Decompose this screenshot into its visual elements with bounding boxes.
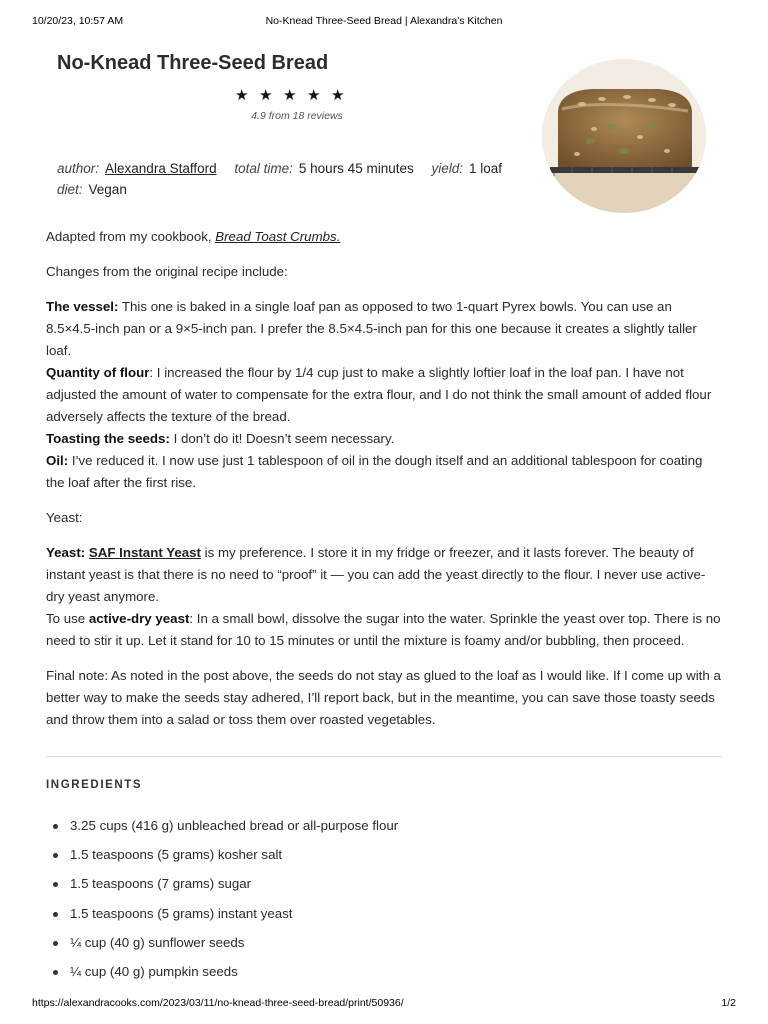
changes-intro: Changes from the original recipe include:	[46, 264, 288, 279]
yeast-text: is my preference. I store it in my fridge or freezer, and it lasts forever. The beauty of instant yeast is that there is no need to “proof” it — you can add the yeast directly to the flour. I never use active-dry yeast anymore.	[46, 545, 706, 604]
star-icon[interactable]: ★	[307, 87, 330, 104]
star-icon[interactable]: ★	[283, 87, 306, 104]
recipe-photo	[542, 59, 706, 213]
ingredient-item: ¼ cup (40 g) sunflower seeds	[46, 932, 398, 961]
section-divider	[46, 756, 722, 757]
vessel-text: This one is baked in a single loaf pan as opposed to two 1-quart Pyrex bowls. You can use an 8.5×4.5-inch pan or a 9×5-inch pan. I prefer the 8.5×4.5-inch pan for this one because it creates a slightly taller loaf.	[46, 299, 697, 358]
page-number: 1/2	[721, 997, 736, 1009]
final-note: Final note: As noted in the post above, the seeds do not stay as glued to the loaf as I would like. If I come up with a better way to make the seeds stay adhered, I’ll report back, but in the meantime, you can save those toasty seeds and throw them into a salad or toss them over roasted vegetables.	[46, 668, 721, 727]
total-time-label: total time:	[234, 161, 293, 176]
flour-label: Quantity of flour	[46, 365, 150, 380]
oil-label: Oil:	[46, 453, 69, 468]
recipe-title: No-Knead Three-Seed Bread	[57, 52, 329, 74]
ingredient-item: 3.25 cups (416 g) unbleached bread or all-purpose flour	[46, 815, 398, 844]
flour-text: : I increased the flour by 1/4 cup just to make a slightly loftier loaf in the loaf pan. I have not adjusted the amount of water to compensate for the extra flour, and I do not think the small amount of added flour adversely affects the texture of the bread.	[46, 365, 712, 424]
diet-value: Vegan	[88, 182, 127, 197]
vessel-label: The vessel:	[46, 299, 119, 314]
rating-stars[interactable]	[235, 86, 355, 104]
recipe-notes	[46, 226, 722, 744]
activedry-label: active-dry yeast	[88, 611, 190, 626]
toasting-label: Toasting the seeds:	[46, 431, 170, 446]
toasting-text: I don’t do it! Doesn’t seem necessary.	[169, 431, 395, 446]
recipe-meta	[57, 158, 527, 200]
author-link[interactable]: Alexandra Stafford	[105, 161, 217, 176]
print-header	[32, 15, 736, 31]
ingredients-list	[46, 815, 398, 990]
total-time-value: 5 hours 45 minutes	[298, 161, 414, 176]
star-icon[interactable]: ★	[259, 87, 282, 104]
activedry-text: : In a small bowl, dissolve the sugar into the water. Sprinkle the yeast over top. There is no need to stir it up. Let it stand for 10 to 15 minutes or until the mixture is foamy and/or bubbling, then proceed.	[46, 611, 721, 648]
ingredients-heading: INGREDIENTS	[46, 779, 143, 791]
changes-list	[46, 296, 722, 494]
activedry-prefix: To use	[46, 611, 89, 626]
ingredient-item: 1.5 teaspoons (5 grams) instant yeast	[46, 903, 398, 932]
print-url[interactable]: https://alexandracooks.com/2023/03/11/no-knead-three-seed-bread/print/50936/	[32, 997, 404, 1009]
bread-loaf-image	[542, 59, 706, 213]
yield-label: yield:	[431, 161, 464, 176]
star-icon[interactable]: ★	[235, 87, 258, 104]
yeast-notes	[46, 542, 722, 652]
print-footer	[32, 997, 736, 1013]
intro-text: Adapted from my cookbook,	[46, 229, 216, 244]
author-label: author:	[57, 161, 100, 176]
yeast-label: Yeast:	[46, 545, 89, 560]
diet-label: diet:	[57, 182, 83, 197]
yeast-heading: Yeast:	[46, 510, 83, 525]
notes-intro	[46, 226, 722, 248]
ingredient-item: ¼ cup (40 g) pumpkin seeds	[46, 961, 398, 990]
cookbook-link[interactable]: Bread Toast Crumbs.	[215, 229, 341, 244]
star-icon[interactable]: ★	[331, 87, 354, 104]
oil-text: I’ve reduced it. I now use just 1 tablespoon of oil in the dough itself and an additional tablespoon for coating the loaf after the first rise.	[46, 453, 703, 490]
yield-value: 1 loaf	[469, 161, 503, 176]
print-page-title: No-Knead Three-Seed Bread | Alexandra's Kitchen	[265, 15, 503, 27]
ingredient-item: 1.5 teaspoons (5 grams) kosher salt	[46, 844, 398, 873]
rating-summary: 4.9 from 18 reviews	[251, 110, 343, 122]
print-datetime: 10/20/23, 10:57 AM	[32, 15, 124, 27]
saf-yeast-link[interactable]: SAF Instant Yeast	[88, 545, 201, 560]
ingredient-item: 1.5 teaspoons (7 grams) sugar	[46, 873, 398, 902]
